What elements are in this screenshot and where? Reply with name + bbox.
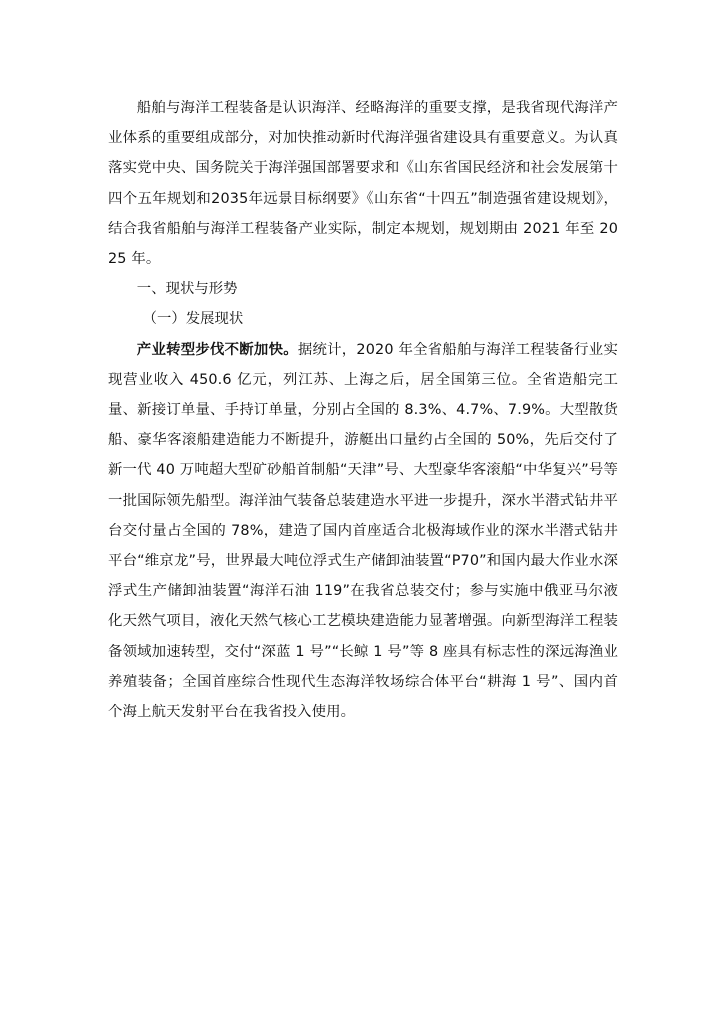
status-paragraph xyxy=(108,335,618,728)
intro-paragraph: 船舶与海洋工程装备是认识海洋、经略海洋的重要支撑，是我省现代海洋产业体系的重要组成部分，对加快推动新时代海洋强省建设具有重要意义。为认真落实党中央、国务院关于海洋强国部署要求和《山东省国民经济和社会发展第十四个五年规划和2035年远景目标纲要》《山东省“十四五”制造强省建设规划》，结合我省船舶与海洋工程装备产业实际，制定本规划，规划期由 2021 年至 2025 年。 xyxy=(108,100,618,268)
subsection-heading: （一）发展现状 xyxy=(142,311,244,328)
paragraph-lead: 产业转型步伐不断加快。 xyxy=(136,341,298,358)
section-heading: 一、现状与形势 xyxy=(136,281,238,298)
paragraph-body: 据统计，2020 年全省船舶与海洋工程装备行业实现营业收入 450.6 亿元，列江苏、上海之后，居全国第三位。全省造船完工量、新接订单量、手持订单量，分别占全国的 8.3%、4.7%、7.9%。大型散货船、豪华客滚船建造能力不断提升，游艇出口量约占全国的 50%，先后交付了新一代 40 万吨超大型矿砂船首制船“天津”号、大型豪华客滚船“中华复兴”号等一批国际领先船型。海洋油气装备总装建造水平进一步提升，深水半潜式钻井平台交付量占全国的 78%，建造了国内首座适合北极海域作业的深水半潜式钻井平台“维京龙”号，世界最大吨位浮式生产储卸油装置“P70”和国内最大作业水深浮式生产储卸油装置“海洋石油 119”在我省总装交付；参与实施中俄亚马尔液化天然气项目，液化天然气核心工艺模块建造能力显著增强。向新型海洋工程装备领域加速转型，交付“深蓝 1 号”“长鲸 1 号”等 8 座具有标志性的深远海渔业养殖装备；全国首座综合性现代生态海洋牧场综合体平台“耕海 1 号”、国内首个海上航天发射平台在我省投入使用。 xyxy=(108,341,618,721)
document-page xyxy=(108,93,618,727)
